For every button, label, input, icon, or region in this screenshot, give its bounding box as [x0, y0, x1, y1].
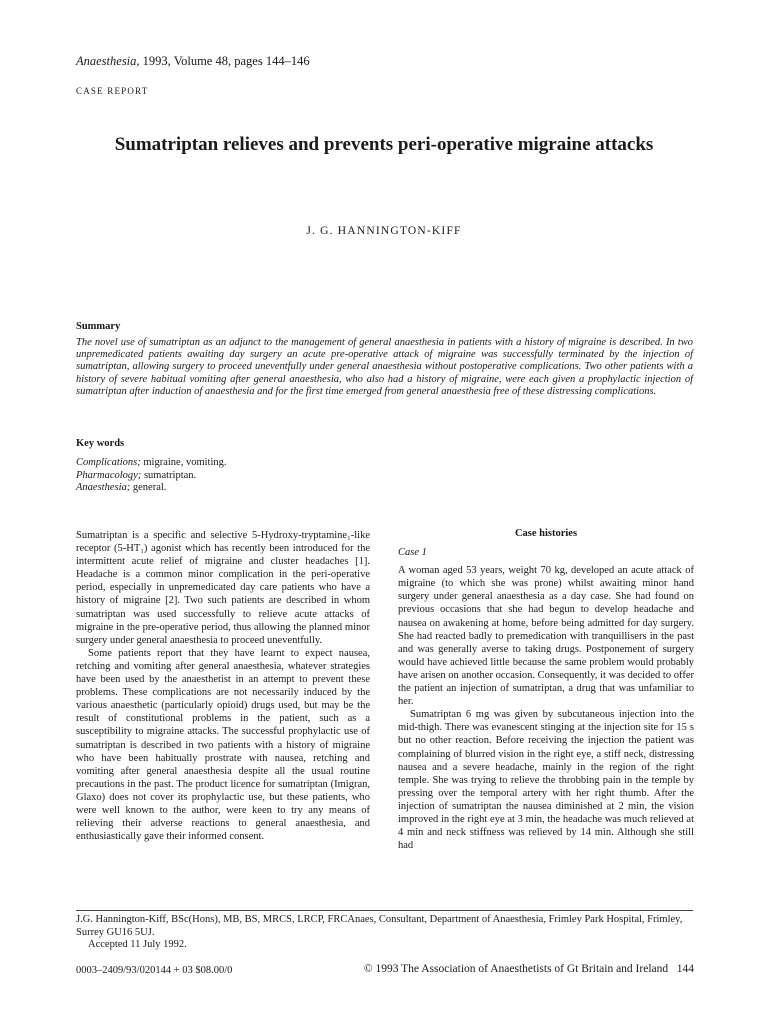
copyright-line — [364, 963, 694, 975]
journal-name: Anaesthesia, — [76, 54, 140, 68]
summary-text: The novel use of sumatriptan as an adjunct to the management of general anaesthesia in patients with a history of migraine is described. In two unpremedicated patients awaiting day surgery an acute pre-operative attack of migraine was successfully terminated by the injection of sumatriptan, allowing surgery to proceed uneventfully under general anaesthesia without postoperative complications. Two other patients with a history of severe habitual vomiting after general anaesthesia, who also had a history of migraine, were each given a prophylactic injection of sumatriptan after induction of anaesthesia and for the first time emerged from general anaesthesia free of these distressing complications. — [76, 337, 693, 397]
article-title: Sumatriptan relieves and prevents peri-operative migraine attacks — [114, 134, 654, 155]
journal-citation — [76, 54, 310, 69]
footnote-divider — [76, 910, 693, 911]
body-paragraph: Some patients report that they have learnt to expect nausea, retching and vomiting after general anaesthesia, whatever strategies have been used by the anaesthetist in an attempt to prevent these problems. These complications are not necessarily induced by the various anaesthetic (particularly opioid) drugs used, but may be the result of constitutional problems in the patient, such as a susceptibility to migraine attacks. The successful prophylactic use of sumatriptan is described in two patients with a history of migraine who have been habitually prostrate with nausea, retching and vomiting after general anaesthesia despite all the usual routine precautions in the past. The product licence for sumatriptan (Imigran, Glaxo) does not cover its prophylactic use, but these patients, who were well known to the author, were keen to try any means of relieving their adverse reactions to general anaesthesia, and enthusiastically gave their informed consent. — [76, 647, 370, 843]
author-footnote — [76, 914, 693, 952]
key-word-terms: general. — [130, 482, 167, 493]
accepted-date: Accepted 11 July 1992. — [88, 939, 187, 950]
key-word-terms: migraine, vomiting. — [140, 457, 227, 468]
body-paragraph: Sumatriptan 6 mg was given by subcutaneous injection into the mid-thigh. There was evanescent stinging at the injection site for 15 s but no other reaction. Before receiving the injection the patient was complaining of blurred vision in the right eye, a stiff neck, distressing nausea and a severe headache, mainly in the region of the right temple. She was trying to relieve the throbbing pain in the temple by pressing over the temporal artery with her right thumb. After the injection of sumatriptan the nausea diminished at 2 min, the vision improved in the right eye at 3 min, the headache was much relieved at 4 min and neck stiffness was relieved by 14 min. Although she still had — [398, 709, 694, 852]
key-word-category: Complications; — [76, 457, 141, 468]
page-number: 144 — [676, 963, 694, 975]
key-words-heading: Key words — [76, 438, 125, 449]
key-word-category: Pharmacology; — [76, 469, 142, 481]
author-name: J. G. HANNINGTON-KIFF — [306, 225, 462, 237]
body-right-column — [398, 527, 694, 852]
key-word-terms: sumatriptan. — [141, 469, 197, 481]
key-word-category: Anaesthesia; — [76, 482, 131, 493]
citation-details: 1993, Volume 48, pages 144–146 — [139, 54, 310, 68]
case-histories-heading: Case histories — [514, 528, 578, 539]
body-paragraph: A woman aged 53 years, weight 70 kg, developed an acute attack of migraine (to which she was prone) whilst awaiting minor hand surgery under general anaesthesia as a day case. She had found on previous occasions that she had begun to develop headache and nausea on awakening at home, before being admitted for day surgery. She had reacted badly to premedication with tranquillisers in the past and was generally averse to taking drugs. Postponement of surgery would have achieved little because the same problem would probably have arisen on another occasion. Consequently, it was decided to offer the patient an injection of sumatriptan, a drug that was unfamiliar to her. — [398, 565, 694, 708]
key-word-item — [76, 457, 227, 470]
key-word-item — [76, 482, 227, 495]
case-label: Case 1 — [398, 547, 427, 559]
copyright-text: © 1993 The Association of Anaesthetists of Gt Britain and Ireland — [363, 963, 669, 975]
body-paragraph: Sumatriptan is a specific and selective 5-Hydroxy-tryptamine₁-like receptor (5-HT₁) agonist which has recently been introduced for the intermittent acute relief of migraine and cluster headaches [1]. Headache is a common minor complication in the peri-operative period, especially in unpremedicated day care patients who have a history of migraine [2]. Two such patients are described in whom sumatriptan was used successfully to relieve acute attacks of migraine in the pre-operative period, thus allowing the planned minor surgery under general anaesthesia to proceed uneventfully. — [76, 530, 370, 646]
key-word-item — [76, 470, 227, 483]
summary-heading: Summary — [76, 321, 121, 332]
article-code: 0003–2409/93/020144 + 03 $08.00/0 — [76, 965, 233, 976]
key-words-list — [76, 457, 227, 495]
body-left-column — [76, 529, 370, 843]
author-affiliation: J.G. Hannington-Kiff, BSc(Hons), MB, BS, MRCS, LRCP, FRCAnaes, Consultant, Department of Anaesthesia, Frimley Park Hospital, Frimley, Surrey GU16 5UJ. — [76, 914, 683, 938]
section-label: CASE REPORT — [76, 86, 149, 96]
